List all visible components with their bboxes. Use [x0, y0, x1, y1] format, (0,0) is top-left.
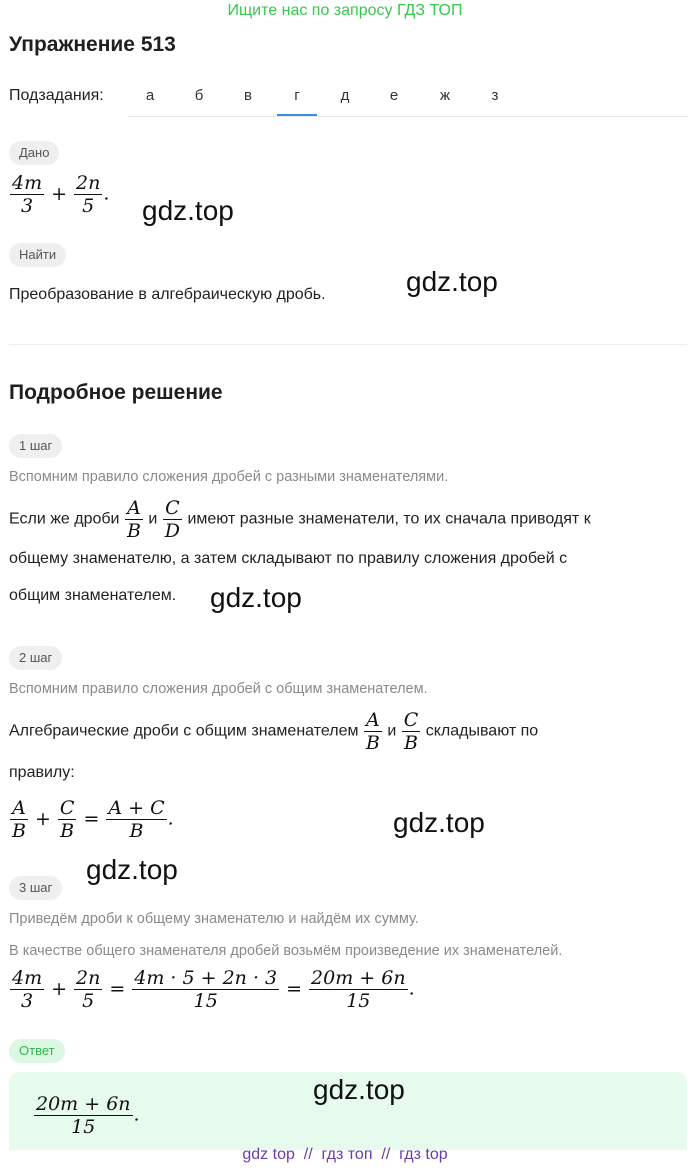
step-3-hint-2: В качестве общего знаменателя дробей возьмём произведение их знаменателей. [9, 943, 563, 959]
watermark: gdz.top [210, 582, 302, 613]
step-2-line-1: Алгебраические дроби с общим знаменателем $\frac{A}{B}$ и $\frac{C}{B}$ складывают по [9, 709, 539, 754]
given-expression: $\frac{4m}{3}$ + $\frac{2n}{5}$ . [12, 172, 110, 217]
footer-links[interactable]: gdz top // гдз топ // гдз top [242, 1146, 448, 1163]
subtask-tabs [128, 80, 688, 117]
step-3-formula: $\frac{4m}{3}$ + $\frac{2n}{5}$ = $\frac{4m \cdot 5 + 2n \cdot 3}{15}$ = $\frac{20m + 6n}{15}$ . [12, 967, 415, 1012]
step-3-badge: 3 шаг [9, 876, 62, 900]
top-banner-link[interactable]: Ищите нас по запросу ГДЗ ТОП [227, 2, 463, 19]
step-2-line-2: правилу: [9, 764, 75, 781]
step-1-hint: Вспомним правило сложения дробей с разными знаменателями. [9, 469, 449, 485]
watermark: gdz.top [393, 807, 485, 838]
step-1-line-2: общему знаменателю, а затем складывают по правилу сложения дробей с [9, 550, 568, 567]
tab-a[interactable]: а [145, 87, 155, 104]
step-1-line-3: общим знаменателем. [9, 587, 177, 604]
step-1-badge: 1 шаг [9, 434, 62, 458]
answer-badge: Ответ [9, 1039, 65, 1063]
tab-b[interactable]: б [194, 87, 204, 104]
tab-v[interactable]: в [244, 87, 252, 104]
watermark: gdz.top [142, 195, 234, 226]
tab-e[interactable]: е [389, 87, 399, 104]
tab-d[interactable]: д [340, 87, 350, 104]
given-badge: Дано [9, 141, 59, 165]
step-1-line-1: Если же дроби $\frac{A}{B}$ и $\frac{C}{D}$ имеют разные знаменатели, то их сначала приводят к [9, 497, 591, 542]
tab-g[interactable]: г [277, 80, 317, 116]
watermark: gdz.top [406, 266, 498, 297]
step-2-badge: 2 шаг [9, 646, 62, 670]
tab-zh[interactable]: ж [439, 87, 451, 104]
step-3-hint-1: Приведём дроби к общему знаменателю и найдём их сумму. [9, 911, 419, 927]
subtasks-label: Подзадания: [9, 87, 104, 104]
section-divider [9, 344, 687, 345]
step-2-formula: $\frac{A}{B}$ + $\frac{C}{B}$ = $\frac{A + C}{B}$ . [12, 797, 174, 842]
watermark: gdz.top [86, 854, 178, 885]
find-text: Преобразование в алгебраическую дробь. [9, 286, 326, 303]
find-badge: Найти [9, 243, 66, 267]
tab-z[interactable]: з [491, 87, 499, 104]
step-2-hint: Вспомним правило сложения дробей с общим знаменателем. [9, 681, 428, 697]
solution-title: Подробное решение [9, 381, 223, 404]
answer-expression: $\frac{20m + 6n}{15}$ . [36, 1093, 140, 1138]
page-title: Упражнение 513 [9, 33, 176, 56]
watermark: gdz.top [313, 1074, 405, 1105]
